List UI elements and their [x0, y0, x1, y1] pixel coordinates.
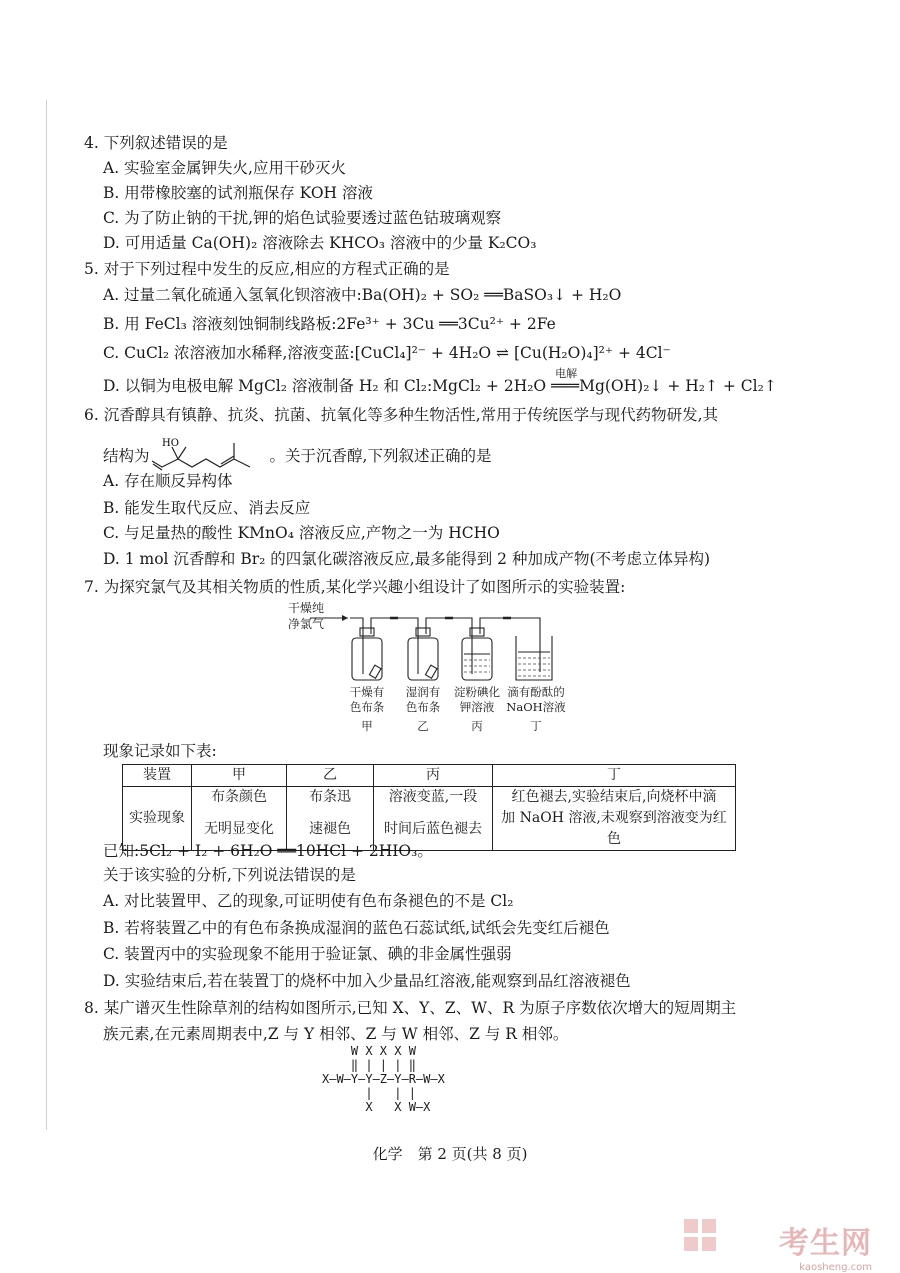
name-bing: 丙 [471, 719, 483, 733]
question-4-stem: 4. 下列叙述错误的是 [84, 134, 228, 152]
name-ding: 丁 [530, 719, 542, 733]
q7-option-c: C. 装置丙中的实验现象不能用于验证氯、碘的非金属性强弱 [103, 945, 512, 963]
inlet-label-1: 干燥纯 [288, 601, 325, 615]
q6-option-a: A. 存在顺反异构体 [103, 472, 233, 490]
q5-option-b: B. 用 FeCl₃ 溶液刻蚀铜制线路板:2Fe³⁺ + 3Cu ══3Cu²⁺ + 2Fe [103, 315, 556, 333]
label-ding-2: NaOH溶液 [506, 700, 566, 714]
label-ding-1: 滴有酚酞的 [507, 685, 565, 699]
question-5-stem: 5. 对于下列过程中发生的反应,相应的方程式正确的是 [84, 260, 450, 278]
q7-option-a: A. 对比装置甲、乙的现象,可证明使有色布条褪色的不是 Cl₂ [103, 892, 514, 910]
header-cell: 装置 [123, 765, 192, 787]
table-intro: 现象记录如下表: [103, 742, 217, 760]
q4-option-c: C. 为了防止钠的干扰,钾的焰色试验要透过蓝色钴玻璃观察 [103, 209, 502, 227]
structure-main-chain: X—W—Y—Y—Z—Y—R—W—X [322, 1072, 445, 1086]
header-cell: 丙 [374, 765, 493, 787]
table-cell: 速褪色 [287, 808, 374, 851]
linalool-structure [150, 437, 270, 471]
inlet-label-2: 净氯气 [288, 617, 325, 631]
hydroxyl-label: HO [161, 438, 179, 449]
q6-option-b: B. 能发生取代反应、消去反应 [103, 499, 311, 517]
label-bing-2: 钾溶液 [459, 700, 495, 714]
q5-d-products: Mg(OH)₂↓ + H₂↑ + Cl₂↑ [579, 377, 777, 395]
q4-option-b: B. 用带橡胶塞的试剂瓶保存 KOH 溶液 [103, 184, 373, 202]
header-cell: 丁 [493, 765, 736, 787]
table-cell: 加 NaOH 溶液,未观察到溶液变为红色 [493, 808, 736, 851]
table-row [123, 787, 736, 809]
row-label: 实验现象 [123, 787, 192, 851]
header-cell: 甲 [192, 765, 287, 787]
bottle-bing [462, 638, 492, 680]
electrolysis-condition: 电解 [555, 367, 578, 380]
structure-bottom-bonds: | | | [322, 1086, 416, 1100]
herbicide-structure [322, 1044, 445, 1114]
label-jia-1: 干燥有 [349, 685, 385, 699]
structure-prefix: 结构为 [103, 447, 150, 465]
binding-margin-line [46, 100, 47, 1130]
table-cell: 溶液变蓝,一段 [374, 787, 493, 809]
watermark-domain: kaosheng.com [799, 1262, 872, 1273]
q5-option-d [103, 367, 777, 396]
q6-structure-line [103, 437, 491, 467]
watermark [779, 1218, 872, 1273]
q6-option-c: C. 与足量热的酸性 KMnO₄ 溶液反应,产物之一为 HCHO [103, 524, 500, 542]
label-bing-1: 淀粉碘化 [454, 685, 500, 699]
watermark-name: 考生网 [779, 1226, 872, 1261]
question-6-stem: 6. 沉香醇具有镇静、抗炎、抗菌、抗氧化等多种生物活性,常用于传统医学与现代药物研发,其 [84, 406, 719, 424]
question-7-stem: 7. 为探究氯气及其相关物质的性质,某化学兴趣小组设计了如图所示的实验装置: [84, 578, 626, 596]
structure-bottom-atoms: X X W—X [322, 1100, 431, 1114]
table-cell: 布条颜色 [192, 787, 287, 809]
structure-suffix: 。关于沉香醇,下列叙述正确的是 [269, 447, 492, 465]
structure-top-atoms: W X X X W [322, 1044, 416, 1058]
watermark-logo-icon [680, 1215, 720, 1255]
question-8-stem-2: 族元素,在元素周期表中,Z 与 Y 相邻、Z 与 W 相邻、Z 与 R 相邻。 [103, 1025, 569, 1043]
q5-option-c: C. CuCl₂ 浓溶液加水稀释,溶液变蓝:[CuCl₄]²⁻ + 4H₂O ⇌ [Cu(H₂O)₄]²⁺ + 4Cl⁻ [103, 344, 671, 362]
equals-arrow: ═══ [551, 377, 580, 395]
table-header-row [123, 765, 736, 787]
table-cell: 红色褪去,实验结束后,向烧杯中滴 [493, 787, 736, 809]
q4-option-a: A. 实验室金属钾失火,应用干砂灭火 [103, 159, 346, 177]
header-cell: 乙 [287, 765, 374, 787]
table-cell: 布条迅 [287, 787, 374, 809]
experiment-apparatus-diagram [270, 598, 610, 740]
electrolysis-arrow [551, 367, 580, 396]
label-yi-1: 湿润有 [405, 685, 441, 699]
q6-option-d: D. 1 mol 沉香醇和 Br₂ 的四氯化碳溶液反应,最多能得到 2 种加成产物(不考虑立体异构) [103, 550, 711, 568]
q5-option-a: A. 过量二氧化硫通入氢氧化钡溶液中:Ba(OH)₂ + SO₂ ══BaSO₃↓ + H₂O [103, 286, 622, 304]
label-jia-2: 色布条 [349, 700, 385, 714]
page-footer: 化学 第 2 页(共 8 页) [372, 1145, 528, 1163]
name-jia: 甲 [361, 719, 373, 733]
q4-option-d: D. 可用适量 Ca(OH)₂ 溶液除去 KHCO₃ 溶液中的少量 K₂CO₃ [103, 234, 537, 252]
observation-table [122, 764, 736, 851]
known-equation: 已知:5Cl₂ + I₂ + 6H₂O ══10HCl + 2HIO₃。 [103, 842, 433, 860]
structure-top-bonds: ‖ | | | ‖ [322, 1058, 416, 1072]
table-cell: 无明显变化 [192, 808, 287, 851]
q5-d-text: D. 以铜为电极电解 MgCl₂ 溶液制备 H₂ 和 Cl₂:MgCl₂ + 2H₂O [103, 377, 552, 395]
table-cell: 时间后蓝色褪去 [374, 808, 493, 851]
name-yi: 乙 [417, 719, 429, 733]
question-8-stem-1: 8. 某广谱灭生性除草剂的结构如图所示,已知 X、Y、Z、W、R 为原子序数依次增大的短周期主 [84, 999, 737, 1017]
q7-question: 关于该实验的分析,下列说法错误的是 [103, 866, 356, 884]
q7-option-b: B. 若将装置乙中的有色布条换成湿润的蓝色石蕊试纸,试纸会先变红后褪色 [103, 919, 610, 937]
label-yi-2: 色布条 [405, 700, 441, 714]
q7-option-d: D. 实验结束后,若在装置丁的烧杯中加入少量品红溶液,能观察到品红溶液褪色 [103, 972, 631, 990]
